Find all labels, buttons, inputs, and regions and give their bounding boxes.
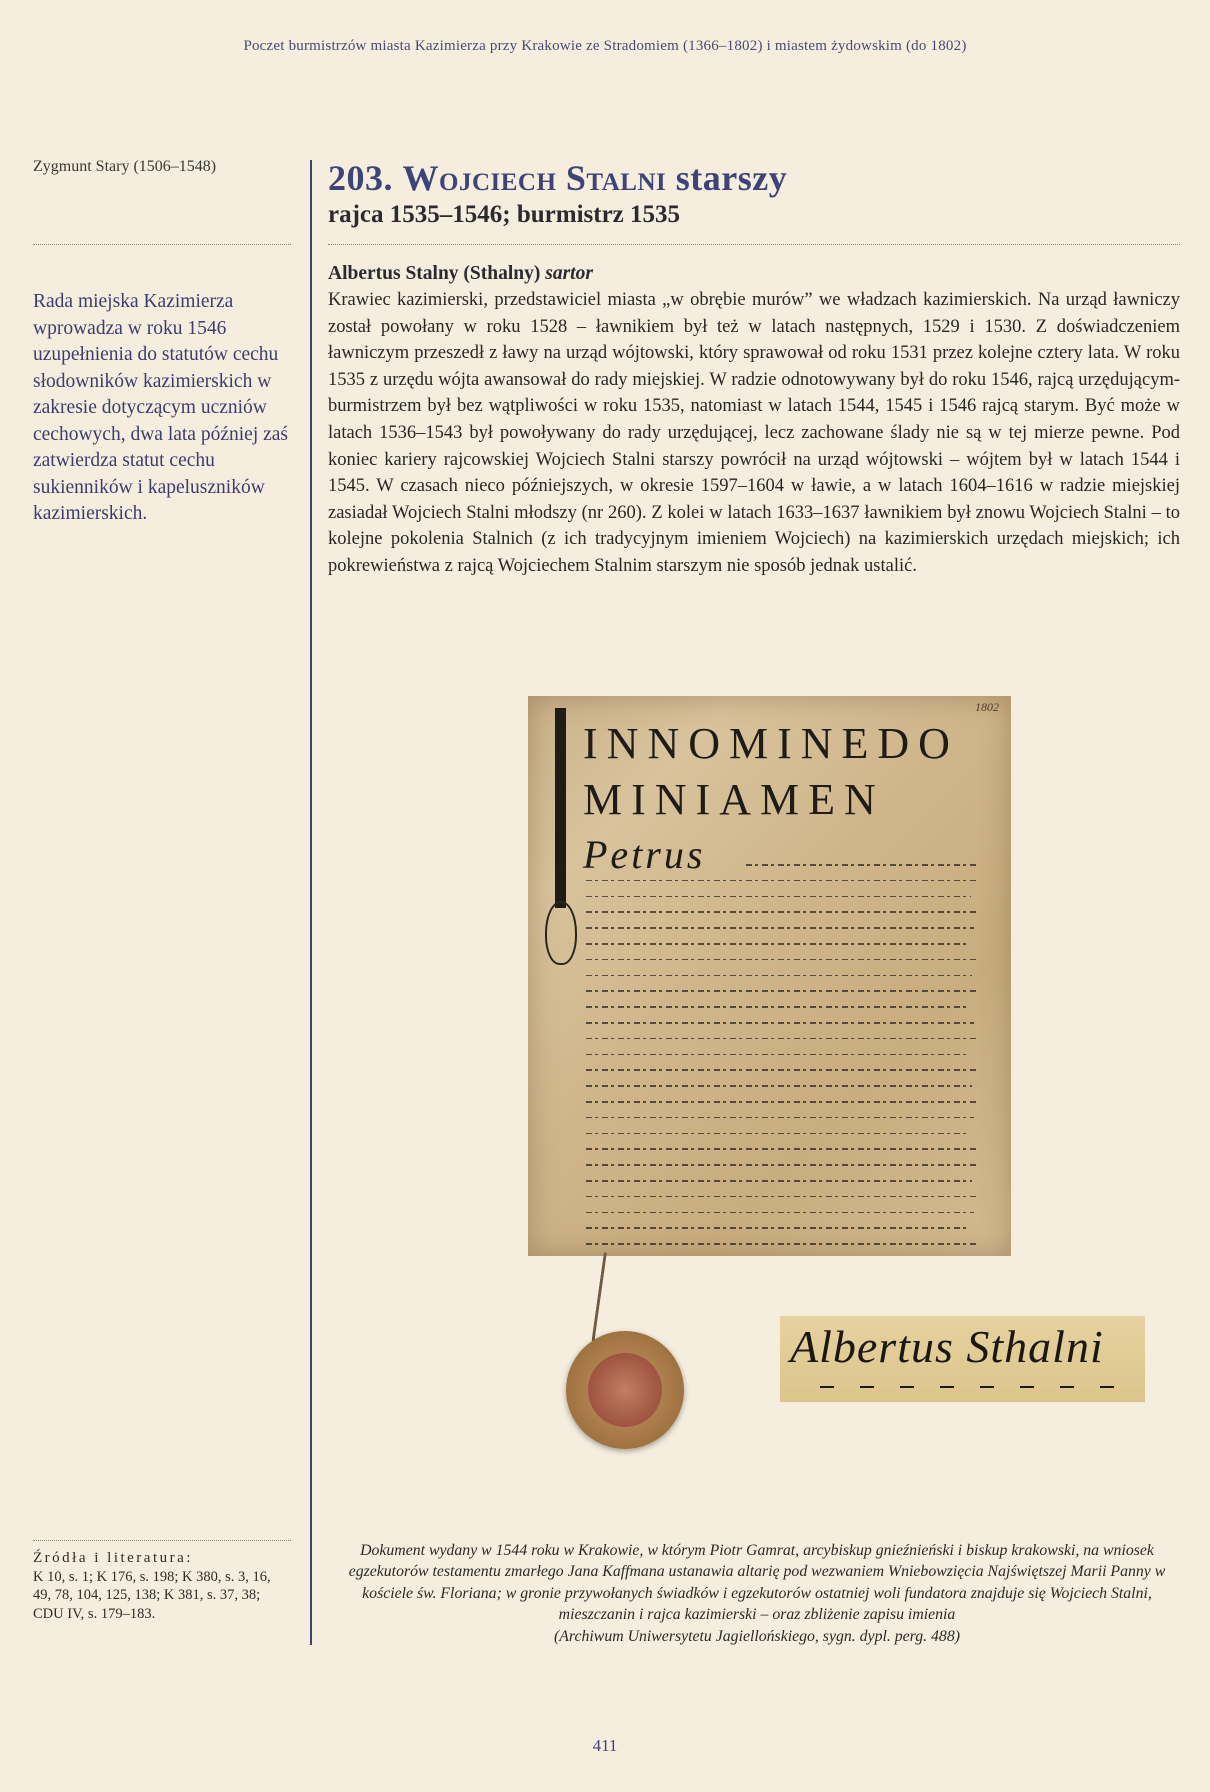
entry-name-suffix: starszy [675, 158, 788, 198]
entry-title [328, 158, 1180, 198]
running-head: Poczet burmistrzów miasta Kazimierza przy Krakowie ze Stradomiem (1366–1802) i miastem żydowskim (do 1802) [243, 38, 967, 54]
sources-heading: Źródła i literatura: [33, 1550, 193, 1566]
script-line [586, 911, 978, 913]
wax-seal-inner [588, 1353, 662, 1427]
script-line [586, 1022, 974, 1024]
signature-zoom [780, 1316, 1145, 1402]
script-line [586, 927, 974, 929]
signature-next-line [820, 1386, 1120, 1388]
script-line [746, 864, 976, 866]
script-line [586, 1085, 972, 1087]
sources [33, 1540, 291, 1623]
script-line [586, 880, 976, 882]
entry-latin-name: Albertus Stalny (Sthalny) [328, 263, 541, 284]
script-line [586, 1101, 978, 1103]
entry-name: Wojciech Stalni [402, 158, 667, 198]
initial-letter-stem [555, 708, 566, 908]
document-line-3: Petrus [583, 832, 706, 877]
script-line [586, 1054, 966, 1056]
column-rule [310, 160, 312, 1645]
document-line-2: MINIAMEN [583, 775, 885, 824]
main-column [328, 158, 1180, 580]
caption-source: (Archiwum Uniwersytetu Jagiellońskiego, sygn. dypl. perg. 488) [554, 1627, 960, 1645]
sidebar-divider [33, 244, 291, 245]
script-line [586, 1164, 978, 1166]
script-line [586, 1212, 974, 1214]
script-line [586, 1133, 970, 1135]
script-line [586, 896, 971, 898]
page-number: 411 [592, 1736, 618, 1755]
script-line [586, 975, 972, 977]
initial-letter-loop [545, 901, 577, 965]
script-line [586, 1117, 974, 1119]
figure-caption [348, 1540, 1166, 1647]
script-line [586, 1180, 972, 1182]
sidebar [33, 158, 291, 528]
script-line [586, 1038, 978, 1040]
script-line [586, 1243, 976, 1245]
script-line [586, 990, 976, 992]
script-line [586, 959, 978, 961]
entry-latin-heading [328, 263, 1180, 285]
document-number: 1802 [975, 700, 999, 714]
title-divider [328, 244, 1180, 245]
entry-body: Krawiec kazimierski, przedstawiciel miasta „w obrębie murów” we władzach kazimierskich. Na urząd ławniczy został powołany w roku 1528 – ławnikiem był też w latach następnych, 1529 i 1530. Z doświadczeniem ławniczym przeszedł z ławy na urząd wójtowski, który sprawował od roku 1531 przez kolejne cztery lata. W roku 1535 z urzędu wójta awansował do rady miejskiej. W radzie odnotowywany był do roku 1546, rajcą urzędującym-burmistrzem był bez wątpliwości w roku 1535, natomiast w latach 1544, 1545 i 1546 rajcą starym. Być może w latach 1536–1543 był powoływany do rady urzędującej, lecz zachowane ślady nie są w tej mierze pewne. Pod koniec kariery rajcowskiej Wojciech Stalni starszy powrócił na urząd wójtowski – wójtem był w latach 1544 i 1545. W czasach nieco późniejszych, w okresie 1597–1604 w ławie, a w latach 1604–1616 w radzie miejskiej zasiadał Wojciech Stalni młodszy (nr 260). Z kolei w latach 1633–1637 ławnikiem był znowu Wojciech Stalni – to kolejne pokolenia Stalnich (z ich tradycyjnym imieniem Wojciech) na kazimierskich urzędach miejskich; ich pokrewieństwa z rajcą Wojciechem Stalnim starszym nie sposób jednak ustalić. [328, 290, 1180, 576]
script-line [586, 943, 966, 945]
script-line [586, 1196, 976, 1198]
sources-text: K 10, s. 1; K 176, s. 198; K 380, s. 3, 16, 49, 78, 104, 125, 138; K 381, s. 37, 38; CDU IV, s. 179–183. [33, 1568, 271, 1622]
parchment [528, 696, 1011, 1256]
entry-latin-occupation: sartor [545, 263, 593, 284]
sidebar-context: Zygmunt Stary (1506–1548) [33, 158, 217, 175]
script-line [586, 1227, 966, 1229]
script-line [586, 1148, 976, 1150]
signature-text: Albertus Sthalni [790, 1321, 1104, 1372]
script-line [586, 1006, 970, 1008]
caption-text: Dokument wydany w 1544 roku w Krakowie, w którym Piotr Gamrat, arcybiskup gnieźnieński i biskup krakowski, na wniosek egzekutorów testamentu zmarłego Jana Kaffmana ustanawia altarię pod wezwaniem Wniebowzięcia Najświętszej Marii Panny w kościele św. Floriana; w gronie przywołanych świadków i egzekutorów ostatniej woli fundatora znajduje się Wojciech Stalni, mieszczanin i rajca kazimierski – oraz zbliżenie zapisu imienia [348, 1542, 1166, 1624]
entry-number: 203. [328, 158, 393, 198]
sources-divider [33, 1540, 291, 1541]
entry-subtitle: rajca 1535–1546; burmistrz 1535 [328, 201, 681, 228]
wax-seal [566, 1331, 684, 1449]
document-photo [525, 696, 1104, 1521]
script-line [586, 1069, 976, 1071]
document-line-1: INNOMINEDO [583, 719, 959, 768]
sidebar-note: Rada miejska Kazimierza wprowadza w roku 1546 uzupełnienia do statutów cechu słodowników kazimierskich w zakresie dotyczącym uczniów cechowych, dwa lata później zaś zatwierdza statut cechu sukienników i kapeluszników kazimierskich. [33, 291, 289, 524]
